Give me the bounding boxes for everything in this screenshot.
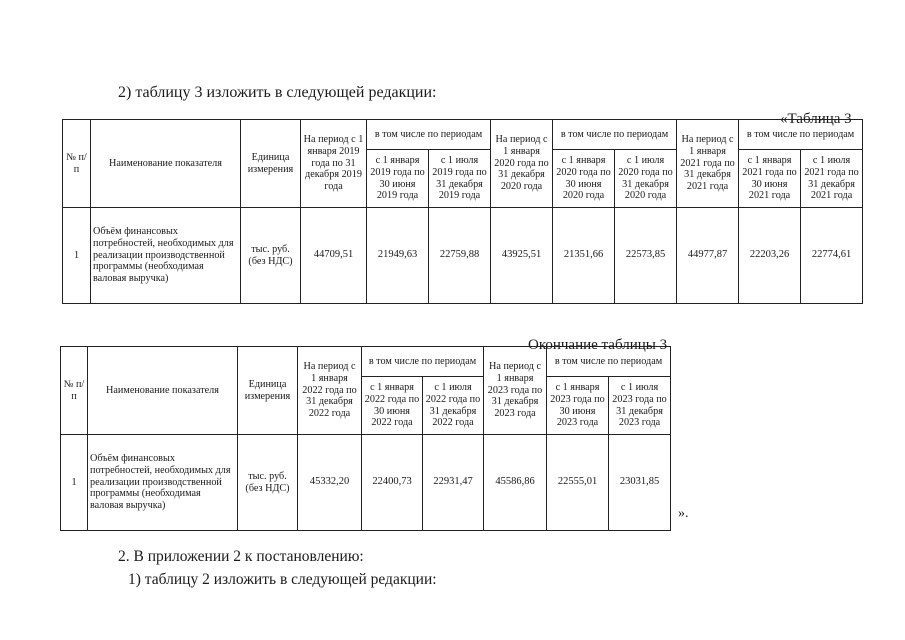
col-header-total-2023: На период с 1 января 2023 года по 31 декабря 2023 года xyxy=(484,347,547,435)
col-header-unit: Единица измерения xyxy=(238,347,298,435)
col-header-h2-2019: с 1 июля 2019 года по 31 декабря 2019 года xyxy=(429,150,491,208)
col-header-h2-2022: с 1 июля 2022 года по 31 декабря 2022 года xyxy=(423,377,484,435)
value-h2-2019: 22759,88 xyxy=(429,208,491,304)
table-3-continuation xyxy=(60,346,671,531)
col-header-periods-2021: в том числе по периодам xyxy=(739,120,863,150)
table-header-row xyxy=(63,120,863,150)
intro-text: 2) таблицу 3 изложить в следующей редакции: xyxy=(118,84,437,101)
col-header-name: Наименование показателя xyxy=(91,120,241,208)
row-unit: тыс. руб. (без НДС) xyxy=(238,435,298,531)
value-h1-2020: 21351,66 xyxy=(553,208,615,304)
value-total-2023: 45586,86 xyxy=(484,435,547,531)
value-h1-2022: 22400,73 xyxy=(362,435,423,531)
table-row xyxy=(61,435,671,531)
item-2-1-text: 1) таблицу 2 изложить в следующей редакции: xyxy=(128,571,437,588)
table-header-row xyxy=(61,347,671,377)
col-header-periods-2022: в том числе по периодам xyxy=(362,347,484,377)
value-total-2021: 44977,87 xyxy=(677,208,739,304)
value-h1-2023: 22555,01 xyxy=(547,435,609,531)
col-header-h1-2021: с 1 января 2021 года по 30 июня 2021 года xyxy=(739,150,801,208)
col-header-name: Наименование показателя xyxy=(88,347,238,435)
row-num: 1 xyxy=(61,435,88,531)
table2-caption: Окончание таблицы 3 xyxy=(528,337,668,353)
row-num: 1 xyxy=(63,208,91,304)
col-header-num: № п/п xyxy=(61,347,88,435)
col-header-total-2022: На период с 1 января 2022 года по 31 декабря 2022 года xyxy=(298,347,362,435)
value-h2-2023: 23031,85 xyxy=(609,435,671,531)
col-header-h2-2020: с 1 июля 2020 года по 31 декабря 2020 года xyxy=(615,150,677,208)
value-h2-2022: 22931,47 xyxy=(423,435,484,531)
item-2-heading: 2. В приложении 2 к постановлению: xyxy=(118,548,364,565)
col-header-h2-2021: с 1 июля 2021 года по 31 декабря 2021 года xyxy=(801,150,863,208)
col-header-h2-2023: с 1 июля 2023 года по 31 декабря 2023 года xyxy=(609,377,671,435)
col-header-h1-2019: с 1 января 2019 года по 30 июня 2019 года xyxy=(367,150,429,208)
col-header-periods-2019: в том числе по периодам xyxy=(367,120,491,150)
col-header-unit: Единица измерения xyxy=(241,120,301,208)
col-header-num: № п/п xyxy=(63,120,91,208)
col-header-total-2019: На период с 1 января 2019 года по 31 декабря 2019 года xyxy=(301,120,367,208)
col-header-periods-2023: в том числе по периодам xyxy=(547,347,671,377)
col-header-h1-2020: с 1 января 2020 года по 30 июня 2020 года xyxy=(553,150,615,208)
value-total-2019: 44709,51 xyxy=(301,208,367,304)
value-h1-2019: 21949,63 xyxy=(367,208,429,304)
value-total-2022: 45332,20 xyxy=(298,435,362,531)
row-indicator-name: Объём финансовых потребностей, необходимых для реализации производственной программы (необходимая валовая выручка) xyxy=(91,208,241,304)
value-h2-2021: 22774,61 xyxy=(801,208,863,304)
value-h1-2021: 22203,26 xyxy=(739,208,801,304)
closing-quote: ». xyxy=(678,506,689,521)
value-h2-2020: 22573,85 xyxy=(615,208,677,304)
col-header-h1-2023: с 1 января 2023 года по 30 июня 2023 года xyxy=(547,377,609,435)
row-unit: тыс. руб. (без НДС) xyxy=(241,208,301,304)
col-header-periods-2020: в том числе по периодам xyxy=(553,120,677,150)
row-indicator-name: Объём финансовых потребностей, необходимых для реализации производственной программы (необходимая валовая выручка) xyxy=(88,435,238,531)
table1-caption: «Таблица 3 xyxy=(780,111,852,127)
col-header-total-2021: На период с 1 января 2021 года по 31 декабря 2021 года xyxy=(677,120,739,208)
col-header-h1-2022: с 1 января 2022 года по 30 июня 2022 года xyxy=(362,377,423,435)
table-3 xyxy=(62,119,863,304)
table-row xyxy=(63,208,863,304)
col-header-total-2020: На период с 1 января 2020 года по 31 декабря 2020 года xyxy=(491,120,553,208)
value-total-2020: 43925,51 xyxy=(491,208,553,304)
